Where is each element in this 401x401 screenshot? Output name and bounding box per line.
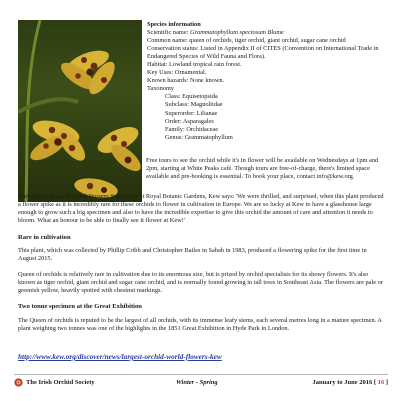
tours-paragraph: Free tours to see the orchid while it's in flower will be available on Wednesdays at 1pm and 2pm, starting at White Peaks café. Though tours are free-of-charge, there's limited space available and pre-booking is essential. To book your place, contact info@kew.org. — [146, 157, 379, 181]
orchid-flowers-illustration — [18, 20, 142, 202]
orchid-flower-right — [94, 122, 142, 176]
section-paragraph: This plant, which was collected by Phillip Cribb and Christopher Bailes in Sabah in 1983, produced a flowering spike for the first time in August 2015. — [18, 247, 367, 263]
orchid-flower-middle — [27, 116, 90, 165]
taxonomy-value: Magnoliidae — [190, 101, 223, 109]
known-hazards-value: None known. — [190, 77, 225, 85]
taxonomy-rank: Class: — [165, 93, 181, 101]
quote-paragraph: Christopher Ryan, Tropical Nursery Supervisor at Royal Botanic Gardens, Kew says: 'We were thrilled, and surprised, when this plant produced a flower spike as it is incredibly rare for these orchids to flower in cultivation in Europe. We are so lucky at Kew to have a glasshouse large enough to grow such a big specimen and also to have the incredible expertise to give this orchid the amount of care and attention it needs to bloom. What an honour to be able to finally see it flower at Kew!' — [18, 193, 384, 225]
footer-season: Winter - Spring — [176, 379, 218, 386]
kew-news-link[interactable]: http://www.kew.org/discover/news/largest-orchid-world-flowers-kew — [18, 352, 222, 361]
footer-society-name: The Irish Orchid Society — [26, 379, 95, 386]
section-heading-great-exhibition: Two tonne specimen at the Great Exhibition — [18, 303, 142, 311]
taxonomy-label: Taxonomy — [147, 85, 175, 93]
taxonomy-rank: Family: — [165, 125, 185, 133]
page-footer — [14, 374, 388, 389]
footer-bracket-open: [ — [373, 379, 378, 386]
habitat-value: Lowland tropical rain forest. — [169, 61, 242, 69]
habitat-label: Habitat: — [147, 61, 168, 69]
taxonomy-order-row — [147, 118, 387, 126]
taxonomy-value: Equisetopsida — [182, 93, 218, 101]
common-name-row — [147, 37, 387, 45]
footer-dates: January to June 2016 — [312, 379, 373, 386]
taxonomy-value: Lilianae — [196, 109, 218, 117]
known-hazards-label: Known hazards: — [147, 77, 189, 85]
taxonomy-family-row — [147, 126, 387, 134]
known-hazards-row — [147, 77, 387, 85]
species-information — [147, 21, 387, 142]
scientific-name-label: Scientific name: — [147, 29, 189, 37]
common-name-label: Common name: — [147, 37, 188, 45]
conservation-row — [147, 45, 387, 61]
taxonomy-value: Asparagales — [182, 117, 214, 125]
taxonomy-class-row — [147, 93, 387, 101]
orchid-flower-top — [57, 46, 119, 98]
taxonomy-superorder-row — [147, 110, 387, 118]
habitat-row — [147, 61, 387, 69]
conservation-label: Conservation status: — [147, 45, 199, 53]
taxonomy-subclass-row — [147, 101, 387, 109]
article-body — [18, 193, 386, 341]
key-uses-label: Key Uses: — [147, 69, 174, 77]
orchid-society-logo-icon — [14, 378, 23, 387]
section-paragraph: Queen of orchids is relatively rare in cultivation due to its enormous size, but is prized by orchid specialists for its showy flowers. It's also known as tiger orchid, giant orchid and sugar cane orchid, and is normally found growing in tall trees in Southeast Asia. The flowers are pale or greenish yellow, heavily spotted with chestnut markings. — [18, 271, 383, 295]
taxonomy-rank: Subclass: — [165, 101, 189, 109]
taxonomy-value: Grammatophyllum — [184, 133, 233, 141]
species-info-heading: Species information — [147, 21, 201, 28]
taxonomy-rank: Order: — [165, 117, 182, 125]
footer-dates-and-page — [313, 379, 389, 386]
key-uses-row — [147, 69, 387, 77]
key-uses-value: Ornamental. — [174, 69, 207, 77]
scientific-name-value: Grammatophyllum speciosum Blume — [190, 29, 284, 37]
section-paragraph: The Queen of orchids is reputed to be the largest of all orchids, with its immense leafy stems, each several metres long in a mature specimen. A plant weighing two tonnes was one of the highlights in the 1851 Great Exhibition in Hyde Park in London. — [18, 316, 382, 332]
taxonomy-rank: Genus: — [165, 133, 183, 141]
taxonomy-genus-row — [147, 134, 387, 142]
orchid-photo — [18, 20, 142, 202]
taxonomy-value: Orchidaceae — [186, 125, 219, 133]
taxonomy-rank: Superorder: — [165, 109, 195, 117]
orchid-stem — [26, 20, 40, 202]
common-name-value: queen of orchids, tiger orchid, giant orchid, sugar cane orchid — [189, 37, 346, 45]
footer-bracket-close: ] — [384, 379, 388, 386]
section-heading-rare: Rare in cultivation — [18, 234, 71, 242]
footer-page-number: 16 — [377, 379, 385, 386]
scientific-name-row — [147, 29, 387, 37]
conservation-value: Listed in Appendix II of CITES (Convention on International Trade in Endangered Species of Wild Fauna and Flora). — [147, 45, 379, 61]
